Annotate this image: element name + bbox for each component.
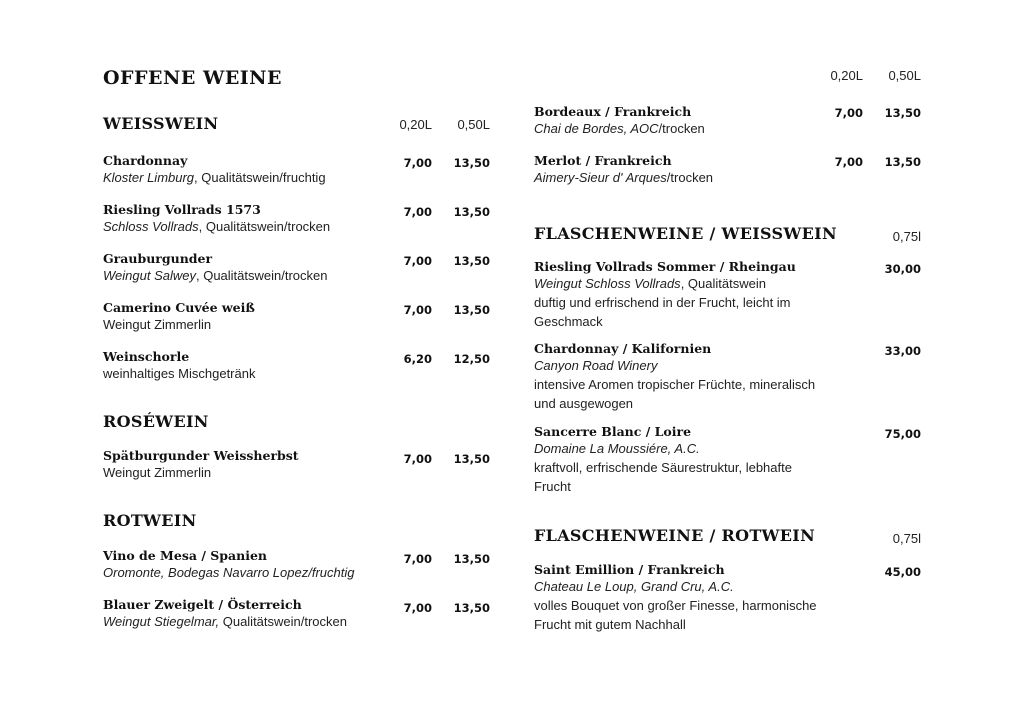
menu-item [534,424,792,496]
item-producer: Kloster Limburg [103,170,195,185]
item-note: intensive Aromen tropischer Früchte, mineralisch [534,377,816,392]
size-header-020: 0,20L [399,117,432,132]
item-description [103,315,255,334]
item-name: Weinschorle [103,349,190,364]
item-detail: , Qualitätswein/fruchtig [194,170,326,185]
price-075: 30,00 [884,262,921,276]
item-detail: , Qualitätswein [680,276,766,291]
price-050: 13,50 [884,106,921,120]
item-description [103,364,255,383]
price-075: 33,00 [884,344,921,358]
menu-item [103,597,347,631]
menu-item [103,153,326,187]
item-detail: Qualitätswein/trocken [219,614,348,629]
item-detail: Weingut Zimmerlin [103,317,212,332]
menu-item [103,202,330,236]
item-name: Vino de Mesa / Spanien [103,548,267,563]
size-header-050: 0,50L [888,68,921,83]
item-detail: /trocken [666,170,714,185]
item-description [103,266,328,285]
item-detail: /trocken [658,121,705,136]
menu-item [103,300,255,334]
item-producer: Chateau Le Loup, Grand Cru, A.C. [534,579,734,594]
item-note: duftig und erfrischend in der Frucht, leicht im [534,295,791,310]
price-020: 7,00 [403,552,432,566]
item-description [103,463,299,482]
item-producer: Domaine La Moussiére, A.C. [534,441,700,456]
item-producer: Weingut Salwey [103,268,196,283]
item-producer: Canyon Road Winery [534,358,658,373]
item-detail: Weingut Zimmerlin [103,465,212,480]
item-detail: , Qualitätswein/trocken [195,268,328,283]
section-title-flaschenweine-rotwein: FLASCHENWEINE / ROTWEIN [534,526,816,545]
size-header-050: 0,50L [457,117,490,132]
price-020: 7,00 [403,205,432,219]
item-name: Chardonnay [103,153,188,168]
price-020: 7,00 [403,254,432,268]
item-name: Merlot / Frankreich [534,153,672,168]
item-producer: Weingut Schloss Vollrads [534,276,681,291]
item-producer: Aimery-Sieur d' Arques [534,170,667,185]
item-note: kraftvoll, erfrischende Säurestruktur, lebhafte [534,460,792,475]
item-name: Grauburgunder [103,251,213,266]
item-note: volles Bouquet von großer Finesse, harmonische [534,598,817,613]
price-020: 7,00 [403,452,432,466]
price-050: 12,50 [453,352,490,366]
item-name: Camerino Cuvée weiß [103,300,255,315]
menu-item [534,562,817,634]
section-title-flaschenweine-weisswein: FLASCHENWEINE / WEISSWEIN [534,224,837,243]
item-note: Geschmack [534,314,603,329]
item-name: Blauer Zweigelt / Österreich [103,597,302,612]
price-050: 13,50 [453,205,490,219]
size-header-020: 0,20L [830,68,863,83]
item-description [534,119,705,138]
item-description [534,439,792,458]
item-producer: Chai de Bordes, AOC [534,121,659,136]
price-050: 13,50 [453,552,490,566]
item-description [103,563,354,582]
price-050: 13,50 [453,156,490,170]
item-producer: Weingut Stiegelmar, [103,614,220,629]
price-050: 13,50 [453,452,490,466]
page-title: OFFENE WEINE [103,67,283,89]
item-detail: , Qualitätswein/trocken [198,219,331,234]
item-description [534,274,796,293]
item-description [103,168,326,187]
item-note: Frucht mit gutem Nachhall [534,617,686,632]
price-020: 6,20 [403,352,432,366]
price-050: 13,50 [884,155,921,169]
item-description [103,217,330,236]
item-name: Spätburgunder Weissherbst [103,448,299,463]
menu-item [534,153,713,187]
item-detail: weinhaltiges Mischgetränk [103,366,256,381]
price-050: 13,50 [453,303,490,317]
item-note: und ausgewogen [534,396,634,411]
item-description [534,577,817,596]
item-description [103,612,347,631]
item-description [534,168,713,187]
size-header-075: 0,75l [892,531,921,546]
menu-item [534,104,705,138]
item-name: Bordeaux / Frankreich [534,104,692,119]
price-075: 75,00 [884,427,921,441]
price-020: 7,00 [403,601,432,615]
price-020: 7,00 [834,106,863,120]
item-producer: Oromonte, Bodegas Navarro Lopez/fruchtig [103,565,355,580]
menu-item [534,341,815,413]
item-name: Riesling Vollrads Sommer / Rheingau [534,259,796,274]
menu-item [103,548,354,582]
item-producer: Schloss Vollrads [103,219,199,234]
item-name: Sancerre Blanc / Loire [534,424,692,439]
item-description [534,356,815,375]
size-header-075: 0,75l [892,229,921,244]
price-020: 7,00 [403,303,432,317]
menu-item [103,251,328,285]
menu-item [534,259,796,331]
price-075: 45,00 [884,565,921,579]
item-name: Saint Emillion / Frankreich [534,562,725,577]
item-name: Riesling Vollrads 1573 [103,202,261,217]
price-020: 7,00 [834,155,863,169]
section-title-weisswein: WEISSWEIN [103,114,219,133]
section-title-rosewein: ROSÉWEIN [103,412,209,431]
item-note: Frucht [534,479,571,494]
price-050: 13,50 [453,254,490,268]
menu-item [103,448,299,482]
section-title-rotwein: ROTWEIN [103,511,197,530]
price-050: 13,50 [453,601,490,615]
item-name: Chardonnay / Kalifornien [534,341,712,356]
menu-item [103,349,255,383]
price-020: 7,00 [403,156,432,170]
